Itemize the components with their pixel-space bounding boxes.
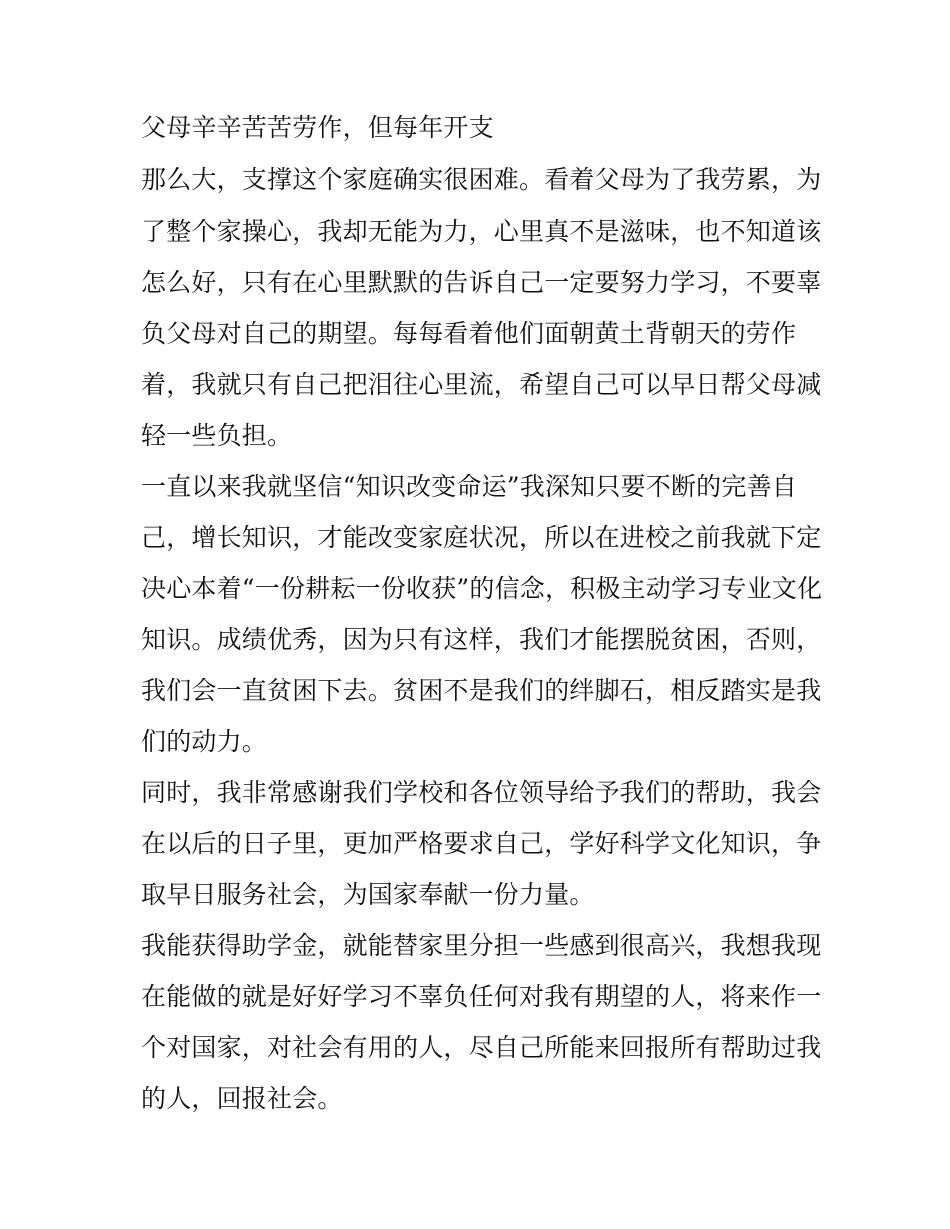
text-line: 负父母对自己的期望。每每看着他们面朝黄土背朝天的劳作 [141,319,797,348]
text-line: 我能获得助学金，就能替家里分担一些感到很高兴，我想我现 [141,931,822,960]
text-line: 同时，我非常感谢我们学校和各位领导给予我们的帮助，我会 [141,778,822,807]
text-line: 一直以来我就坚信“知识改变命运”我深知只要不断的完善自 [141,472,797,501]
text-line: 的人，回报社会。 [141,1084,343,1113]
text-line: 知识。成绩优秀，因为只有这样，我们才能摆脱贫困，否则， [141,625,822,654]
text-line: 怎么好，只有在心里默默的告诉自己一定要努力学习，不要辜 [141,268,822,297]
text-line: 们的动力。 [141,727,268,756]
text-line: 那么大，支撑这个家庭确实很困难。看着父母为了我劳累，为 [141,165,822,194]
text-line: 轻一些负担。 [141,421,293,450]
text-line: 在以后的日子里，更加严格要求自己，学好科学文化知识，争 [141,829,822,858]
text-line: 己，增长知识，才能改变家庭状况，所以在进校之前我就下定 [141,523,822,552]
text-line: 了整个家操心，我却无能为力，心里真不是滋味，也不知道该 [141,217,822,246]
text-line: 个对国家，对社会有用的人，尽自己所能来回报所有帮助过我 [141,1033,822,1062]
text-line: 决心本着“一份耕耘一份收获”的信念，积极主动学习专业文化 [141,574,823,603]
text-line: 取早日服务社会，为国家奉献一份力量。 [141,880,595,909]
text-line: 父母辛辛苦苦劳作，但每年开支 [141,113,494,142]
text-line: 在能做的就是好好学习不辜负任何对我有期望的人，将来作一 [141,982,822,1011]
text-line: 着，我就只有自己把泪往心里流，希望自己可以早日帮父母减 [141,370,822,399]
text-line: 我们会一直贫困下去。贫困不是我们的绊脚石，相反踏实是我 [141,676,822,705]
